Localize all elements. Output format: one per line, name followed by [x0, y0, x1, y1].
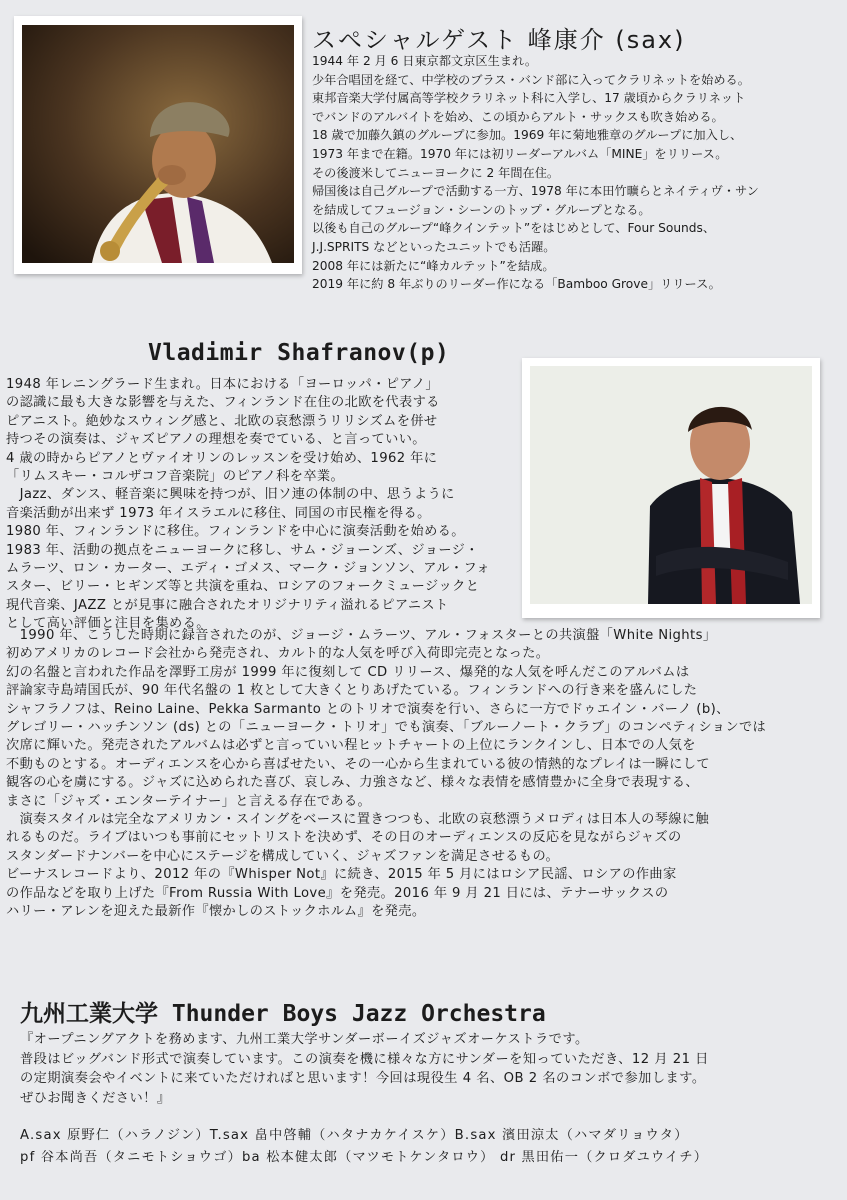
bio-line: の認識に最も大きな影響を与えた、フィンランド在住の北欧を代表する [6, 395, 440, 411]
bio-line: 1980 年、フィンランドに移住。フィンランドを中心に演奏活動を始める。 [6, 524, 465, 540]
bio-line: その後渡米してニューヨークに 2 年間在住。 [312, 165, 560, 180]
opening-act-intro [20, 1030, 835, 1108]
bio-line: でバンドのアルバイトを始め、この頃からアルト・サックスも吹き始める。 [312, 109, 724, 124]
pianist-photo [530, 366, 812, 604]
intro-line: の定期演奏会やイベントに来ていただければと思います！今回は現役生 4 名、OB 2 名のコンボで参加します。 [20, 1071, 706, 1086]
members-line: pf 谷本尚吾（タニモトショウゴ）ba 松本健太郎（マツモトケンタロウ） dr 黒田佑一（クロダユウイチ） [20, 1150, 709, 1165]
bio-line: スター、ビリー・ヒギンズ等と共演を重ね、ロシアのフォークミュージックと [6, 579, 480, 595]
guest1-bio [312, 52, 837, 294]
bio-line: 演奏スタイルは完全なアメリカン・スイングをベースに置きつつも、北欧の哀愁漂うメロディは日本人の琴線に触 [6, 812, 710, 828]
guest1-title: スペシャルゲスト 峰康介 (sax) [312, 26, 686, 54]
bio-line: 2019 年に約 8 年ぶりのリーダー作になる「Bamboo Grove」リリース。 [312, 277, 721, 292]
bio-line: 以後も自己のグループ“峰クインテット”をはじめとして、Four Sounds、 [312, 221, 716, 236]
bio-line: 音楽活動が出来ず 1973 年イスラエルに移住、同国の市民権を得る。 [6, 505, 431, 521]
bio-line: シャフラノフは、Reino Laine、Pekka Sarmanto とのトリオで演奏を行い、さらに一方でドゥエイン・バーノ (b)、 [6, 701, 730, 717]
bio-line: 初めアメリカのレコード会社から発売され、カルト的な人気を呼び入荷即完売となった。 [6, 646, 550, 662]
sax-player-photo-frame [14, 16, 302, 274]
bio-line: を結成してフュージョン・シーンのトップ・グループとなる。 [312, 202, 651, 217]
sax-player-photo [22, 25, 294, 263]
guest2-bio-full [6, 627, 841, 922]
bio-line: 1973 年まで在籍。1970 年には初リーダーアルバム「MINE」をリリース。 [312, 146, 728, 161]
bio-line: 評論家寺島靖国氏が、90 年代名盤の 1 枚として大きくとりあげたている。フィンランドへの行き来を盛んにした [6, 683, 698, 699]
bio-line: J.J.SPRITS などといったユニットでも活躍。 [312, 239, 556, 254]
bio-line: 観客の心を虜にする。ジャズに込められた喜び、哀しみ、力強さなど、様々な表情を感情豊かに全身で表現する、 [6, 775, 699, 791]
bio-line: 4 歳の時からピアノとヴァイオリンのレッスンを受け始め、1962 年に [6, 450, 438, 466]
bio-line: の作品などを取り上げた『From Russia With Love』を発売。2016 年 9 月 21 日には、テナーサックスの [6, 885, 669, 901]
pianist-photo-frame [522, 358, 820, 618]
opening-act-title: 九州工業大学 Thunder Boys Jazz Orchestra [20, 1001, 546, 1027]
bio-line: Jazz、ダンス、軽音楽に興味を持つが、旧ソ連の体制の中、思うように [6, 487, 455, 503]
bio-line: 1990 年、こうした時期に録音されたのが、ジョージ・ムラーツ、アル・フォスターとの共演盤「White Nights」 [6, 628, 717, 643]
intro-line: 『オープニングアクトを務めます、九州工業大学サンダーボーイズジャズオーケストラです。 [20, 1032, 589, 1047]
bio-line: グレゴリー・ハッチンソン (ds) との「ニューヨーク・トリオ」でも演奏、「ブルーノート・クラブ」のコンペティションでは [6, 720, 767, 736]
guest2-bio-wrap [6, 376, 518, 634]
bio-line: ビーナスレコードより、2012 年の『Whisper Not』に続き、2015 年 5 月にはロシア民謡、ロシアの作曲家 [6, 867, 677, 883]
bio-line: 現代音楽、JAZZ とが見事に融合されたオリジナリティ溢れるピアニスト [6, 597, 449, 613]
intro-line: 普段はビッグバンド形式で演奏しています。この演奏を機に様々な方にサンダーを知っていただき、12 月 21 日 [20, 1051, 709, 1067]
guest2-title: Vladimir Shafranov(p) [148, 340, 450, 366]
bio-line: 1944 年 2 月 6 日東京都文京区生まれ。 [312, 54, 538, 68]
bio-line: 東邦音楽大学付属高等学校クラリネット科に入学し、17 歳頃からクラリネット [312, 91, 746, 106]
bio-line: 2008 年には新たに“峰カルテット”を結成。 [312, 258, 555, 273]
bio-line: ムラーツ、ロン・カーター、エディ・ゴメス、マーク・ジョンソン、アル・フォ [6, 561, 490, 577]
members-line: A.sax 原野仁（ハラノジン）T.sax 畠中啓輔（ハタナカケイスケ）B.sax 濱田涼太（ハマダリョウタ） [20, 1128, 689, 1143]
bio-line: 1948 年レニングラード生まれ。日本における「ヨーロッパ・ピアノ」 [6, 377, 439, 392]
bio-line: 「リムスキー・コルザコフ音楽院」のピアノ科を卒業。 [6, 469, 345, 485]
bio-line: 18 歳で加藤久鎮のグループに参加。1969 年に菊地雅章のグループに加入し、 [312, 128, 743, 143]
band-members [20, 1125, 835, 1169]
bio-line: ハリー・アレンを迎えた最新作『懐かしのストックホルム』を発売。 [6, 904, 426, 920]
bio-line: として高い評価と注目を集める。 [6, 616, 210, 632]
bio-line: 1983 年、活動の拠点をニューヨークに移し、サム・ジョーンズ、ジョージ・ [6, 542, 479, 558]
bio-line: ピアニスト。絶妙なスウィング感と、北欧の哀愁漂うリリシズムを併せ [6, 413, 438, 429]
bio-line: まさに「ジャズ・エンターテイナー」と言える存在である。 [6, 793, 372, 809]
bio-line: スタンダードナンバーを中心にステージを構成していく、ジャズファンを満足させるもの。 [6, 848, 560, 864]
bio-line: れるものだ。ライブはいつも事前にセットリストを決めず、その日のオーディエンスの反応を見ながらジャズの [6, 830, 682, 846]
bio-line: 少年合唱団を経て、中学校のブラス・バンド部に入ってクラリネットを始める。 [312, 72, 750, 87]
bio-line: 持つその演奏は、ジャズピアノの理想を奏でている、と言っていい。 [6, 432, 426, 448]
bio-line: 幻の名盤と言われた作品を澤野工房が 1999 年に復刻して CD リリース、爆発的な人気を呼んだこのアルバムは [6, 664, 690, 680]
bio-line: 次席に輝いた。発売されたアルバムは必ずと言っていい程ヒットチャートの上位にランクインし、日本での人気を [6, 738, 696, 754]
intro-line: ぜひお聞きください！』 [20, 1090, 171, 1106]
bio-line: 帰国後は自己グループで活動する一方、1978 年に本田竹曠らとネイティヴ・サン [312, 184, 759, 199]
bio-line: 不動ものとする。オーディエンスを心から喜ばせたい、その一心から生まれている彼の情熱的なプレイは一瞬にして [6, 756, 710, 772]
